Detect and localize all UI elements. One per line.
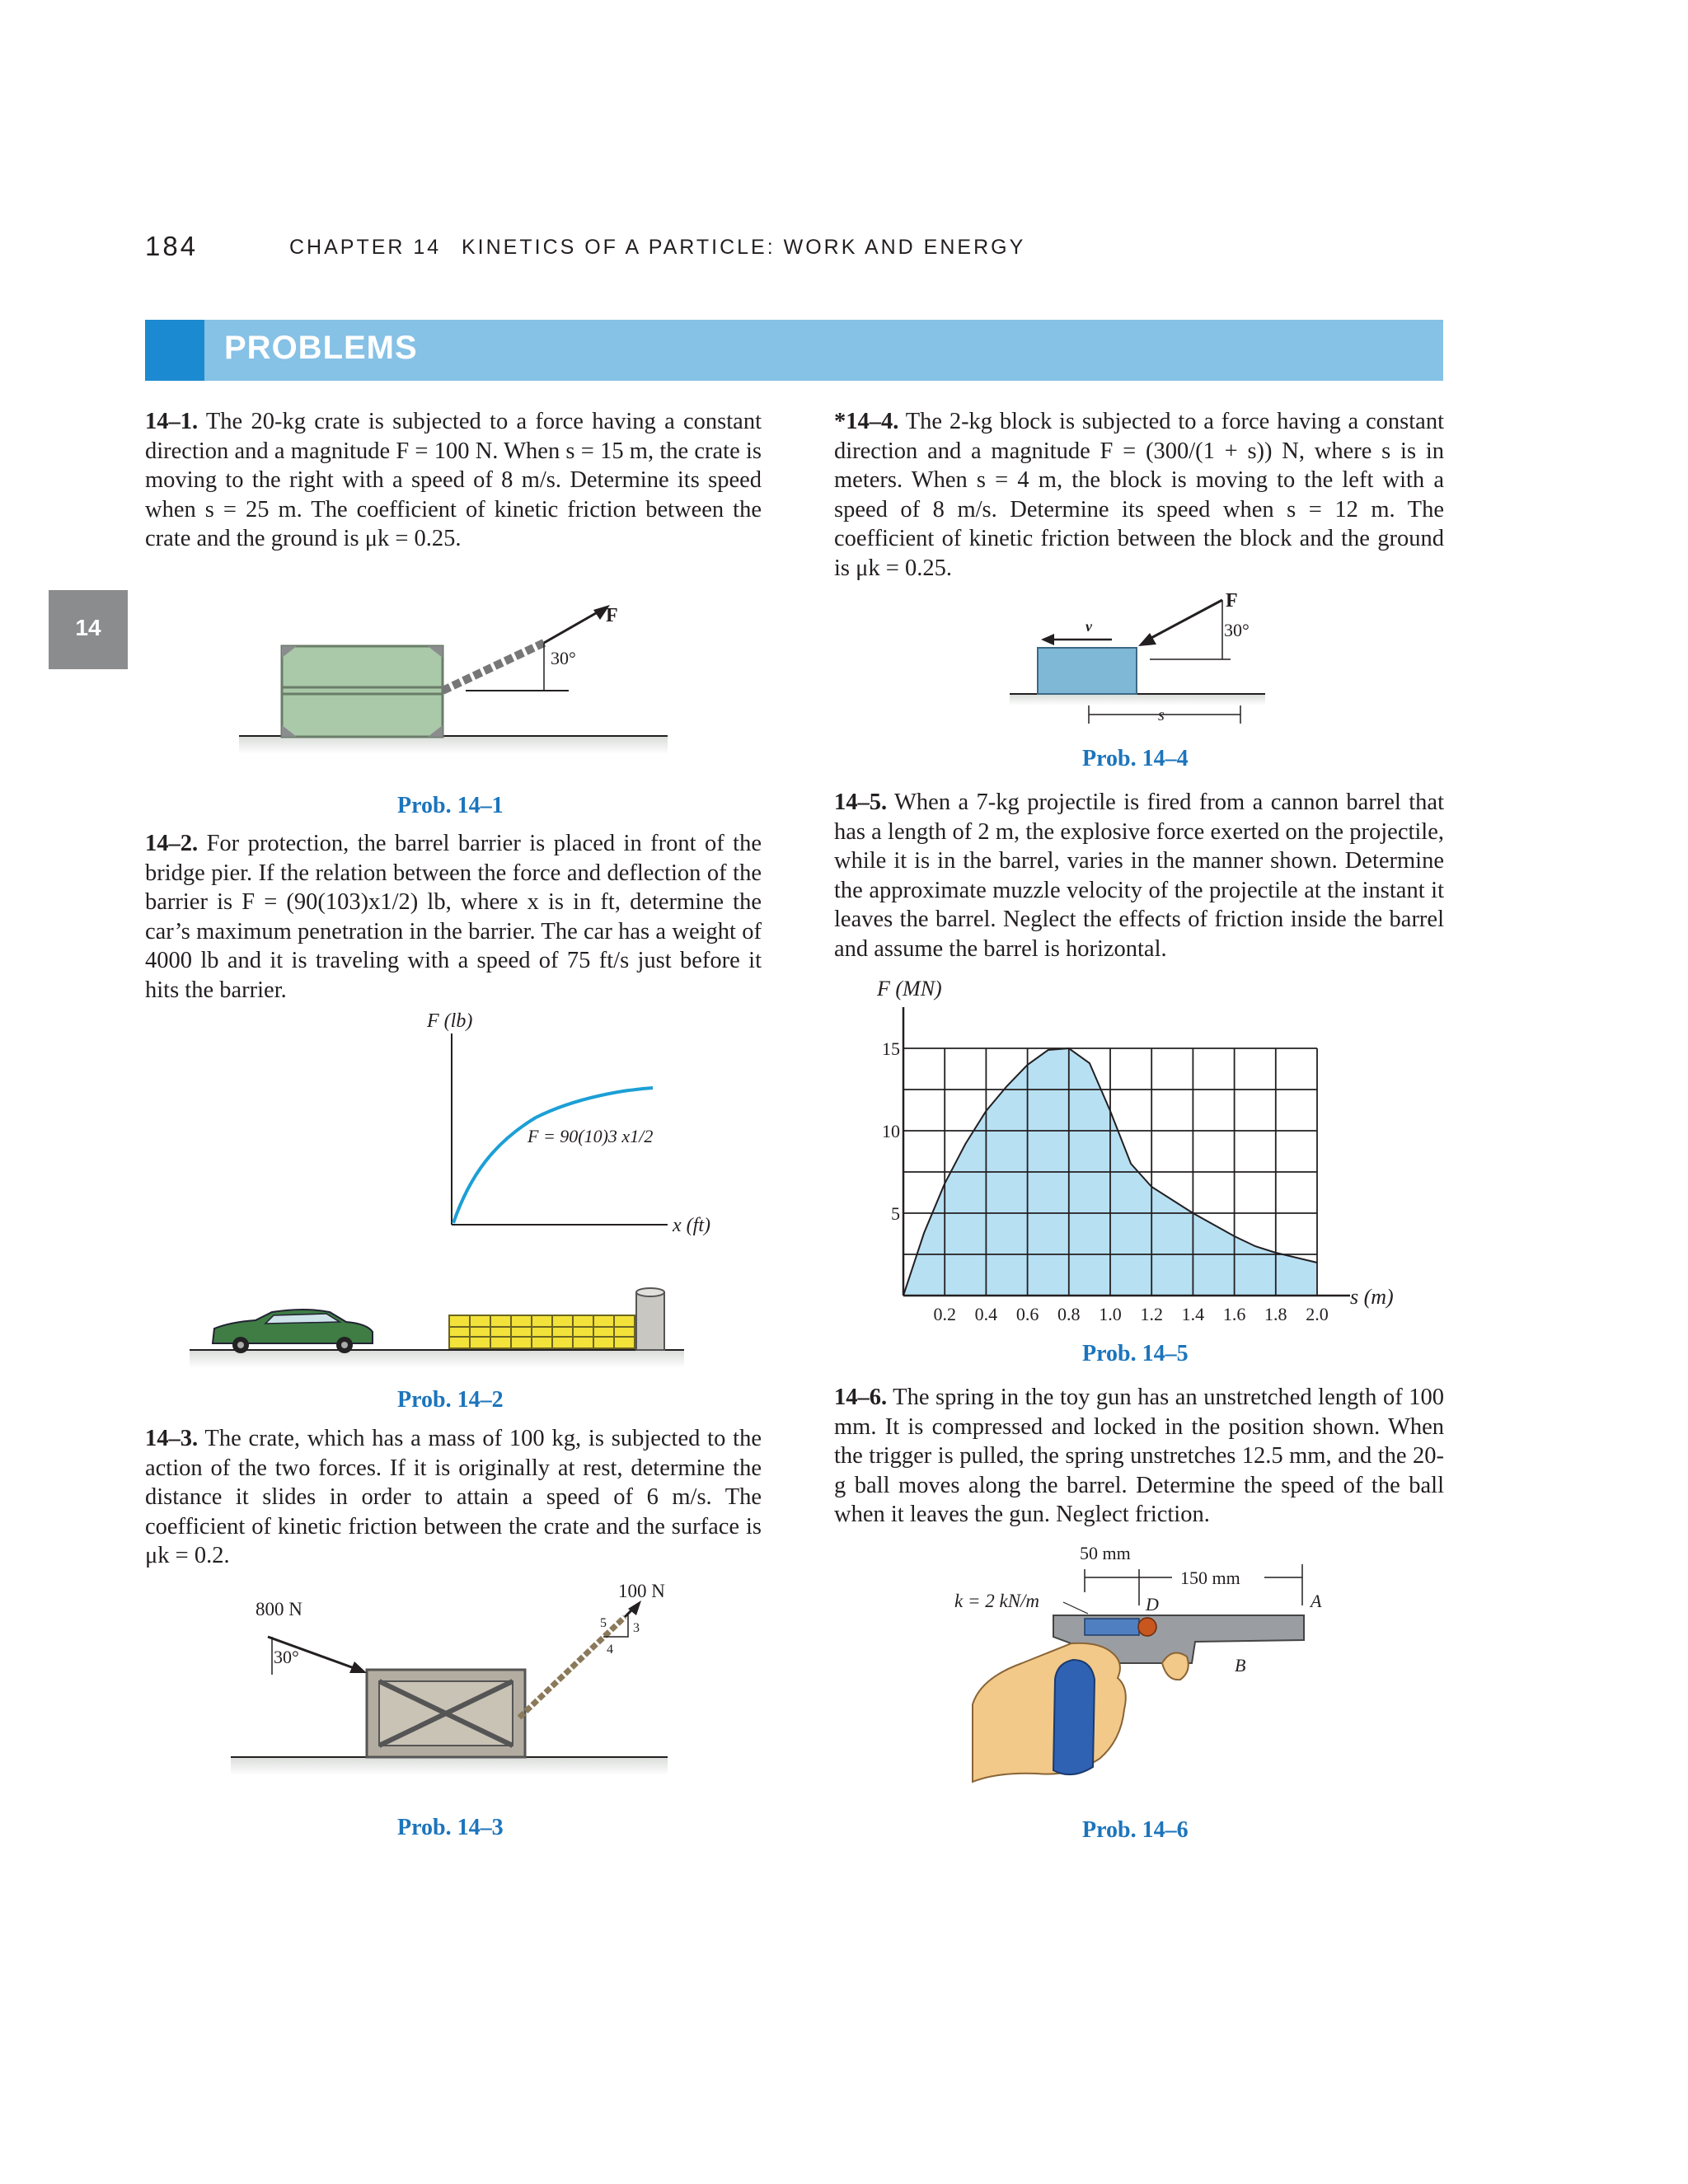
x-tick-label: 1.6 — [1222, 1304, 1246, 1324]
x-tick-label: 0.6 — [1015, 1304, 1039, 1324]
chain — [443, 643, 544, 691]
spring-constant-label: k = 2 kN/m — [954, 1591, 1040, 1611]
label-B: B — [1235, 1655, 1246, 1675]
force-label: F — [1226, 590, 1238, 612]
caption-14-2: Prob. 14–2 — [397, 1387, 504, 1413]
force-label: F — [606, 605, 618, 626]
problem-14-2 — [145, 829, 762, 1005]
figure-14-3 — [231, 1577, 692, 1783]
y-tick-label: 15 — [882, 1038, 900, 1059]
chapter-label: CHAPTER 14 — [289, 236, 442, 259]
slope-4: 4 — [607, 1643, 613, 1657]
x-tick-label: 1.8 — [1264, 1304, 1287, 1324]
problem-14-5 — [834, 788, 1444, 964]
problem-14-3 — [145, 1424, 762, 1571]
caption-14-4: Prob. 14–4 — [1082, 746, 1189, 771]
problem-14-4 — [834, 407, 1444, 583]
car — [213, 1310, 373, 1353]
x-tick-label: 0.2 — [933, 1304, 956, 1324]
section-title: PROBLEMS — [224, 330, 418, 366]
caption-14-5: Prob. 14–5 — [1082, 1341, 1189, 1366]
chapter-tab — [49, 590, 128, 669]
page-number: 184 — [145, 231, 199, 261]
banner-square — [145, 320, 204, 381]
slope-3: 3 — [633, 1621, 640, 1635]
chapter-title: KINETICS OF A PARTICLE: WORK AND ENERGY — [462, 236, 1026, 259]
chapter-tab-label: 14 — [75, 615, 101, 640]
force-800-label: 800 N — [256, 1599, 302, 1619]
caption-14-1: Prob. 14–1 — [397, 793, 504, 818]
x-tick-label: 0.8 — [1057, 1304, 1081, 1324]
problem-number: 14–3. — [145, 1426, 199, 1451]
label-A: A — [1311, 1591, 1322, 1611]
angle-label: 30° — [551, 648, 576, 668]
chart-y-axis-label: F (MN) — [877, 977, 942, 1001]
problem-text: The 20-kg crate is subjected to a force having a constant direction and a magnitude F = 100 N. When s = 15 m, the crate is moving to the right with a speed of 8 m/s. Determine its speed when s = 25 m. The coefficient of kinetic friction between the crate and the ground is μk = 0.25. — [145, 409, 762, 552]
problem-number: 14–1. — [145, 409, 199, 434]
caption-14-3: Prob. 14–3 — [397, 1815, 504, 1840]
rope — [519, 1617, 625, 1718]
dimension-50mm: 50 mm — [1080, 1543, 1131, 1563]
figure-14-2-scene — [181, 1286, 701, 1376]
displacement-label: s — [1158, 706, 1165, 724]
problem-number: 14–2. — [145, 831, 199, 856]
y-tick-label: 10 — [882, 1121, 900, 1141]
x-axis-label: x (ft) — [673, 1215, 710, 1236]
curve-label: F = 90(10)3 x1/2 — [528, 1126, 654, 1146]
y-tick-label: 5 — [891, 1203, 900, 1224]
x-tick-label: 1.4 — [1181, 1304, 1205, 1324]
velocity-label: v — [1085, 618, 1092, 635]
x-tick-label: 1.2 — [1140, 1304, 1163, 1324]
x-tick-label: 1.0 — [1099, 1304, 1122, 1324]
force-displacement-chart — [857, 972, 1418, 1335]
y-axis-label: F (lb) — [427, 1010, 473, 1032]
crate-x — [367, 1670, 525, 1757]
angle-label: 30° — [274, 1647, 299, 1667]
problem-text: The crate, which has a mass of 100 kg, is subjected to the action of the two forces. If it is originally at rest, determine the distance it slides in order to attain a speed of 6 m/s. The coefficient of kinetic friction between the crate and the surface is μk = 0.2. — [145, 1426, 762, 1569]
caption-14-6: Prob. 14–6 — [1082, 1817, 1189, 1843]
figure-14-6 — [948, 1540, 1343, 1795]
problem-14-1 — [145, 407, 762, 554]
chart-x-axis-label: s (m) — [1350, 1285, 1394, 1309]
problem-text: The 2-kg block is subjected to a force having a constant direction and a magnitude F = (300/(1 + s)) N, where s is in meters. When s = 4 m, the block is moving to the left with a speed of 8 m/s. Determine its speed when s = 12 m. The coefficient of kinetic friction between the block and the ground is μk = 0.25. — [834, 409, 1444, 581]
figure-14-4 — [1010, 590, 1273, 733]
force-curve — [453, 1088, 653, 1223]
running-header — [145, 231, 1026, 262]
problem-number: 14–6. — [834, 1385, 888, 1410]
bridge-pier — [636, 1288, 664, 1350]
barrel-barrier — [449, 1315, 635, 1348]
x-tick-label: 2.0 — [1306, 1304, 1329, 1324]
problems-banner — [145, 320, 1443, 381]
figure-14-2-graph — [412, 1010, 742, 1249]
problem-text: For protection, the barrel barrier is placed in front of the bridge pier. If the relation between the force and deflection of the barrier is F = (90(103)x1/2) lb, where x is in ft, determine the car’s maximum penetration in the barrier. The car has a weight of 4000 lb and it is traveling with a speed of 75 ft/s just before it hits the barrier. — [145, 831, 762, 1003]
figure-14-1 — [231, 592, 692, 757]
crate — [282, 646, 443, 737]
label-D: D — [1146, 1594, 1159, 1615]
problem-number: 14–5. — [834, 790, 888, 815]
block — [1038, 648, 1137, 694]
angle-label: 30° — [1224, 620, 1250, 640]
problem-14-6 — [834, 1383, 1444, 1530]
force-100-label: 100 N — [618, 1581, 665, 1601]
x-tick-label: 0.4 — [974, 1304, 998, 1324]
problem-text: When a 7-kg projectile is fired from a cannon barrel that has a length of 2 m, the explosive force exerted on the projectile, while it is in the barrel, varies in the manner shown. Determine the approximate muzzle velocity of the projectile at the instant it leaves the barrel. Neglect the effects of friction inside the barrel and assume the barrel is horizontal. — [834, 790, 1444, 962]
problem-text: The spring in the toy gun has an unstretched length of 100 mm. It is compressed and locked in the position shown. When the trigger is pulled, the spring unstretches 12.5 mm, and the 20-g ball moves along the barrel. Determine the speed of the ball when it leaves the gun. Neglect friction. — [834, 1385, 1444, 1528]
slope-5: 5 — [600, 1616, 607, 1630]
problem-number: *14–4. — [834, 409, 899, 434]
dimension-150mm: 150 mm — [1180, 1568, 1240, 1588]
